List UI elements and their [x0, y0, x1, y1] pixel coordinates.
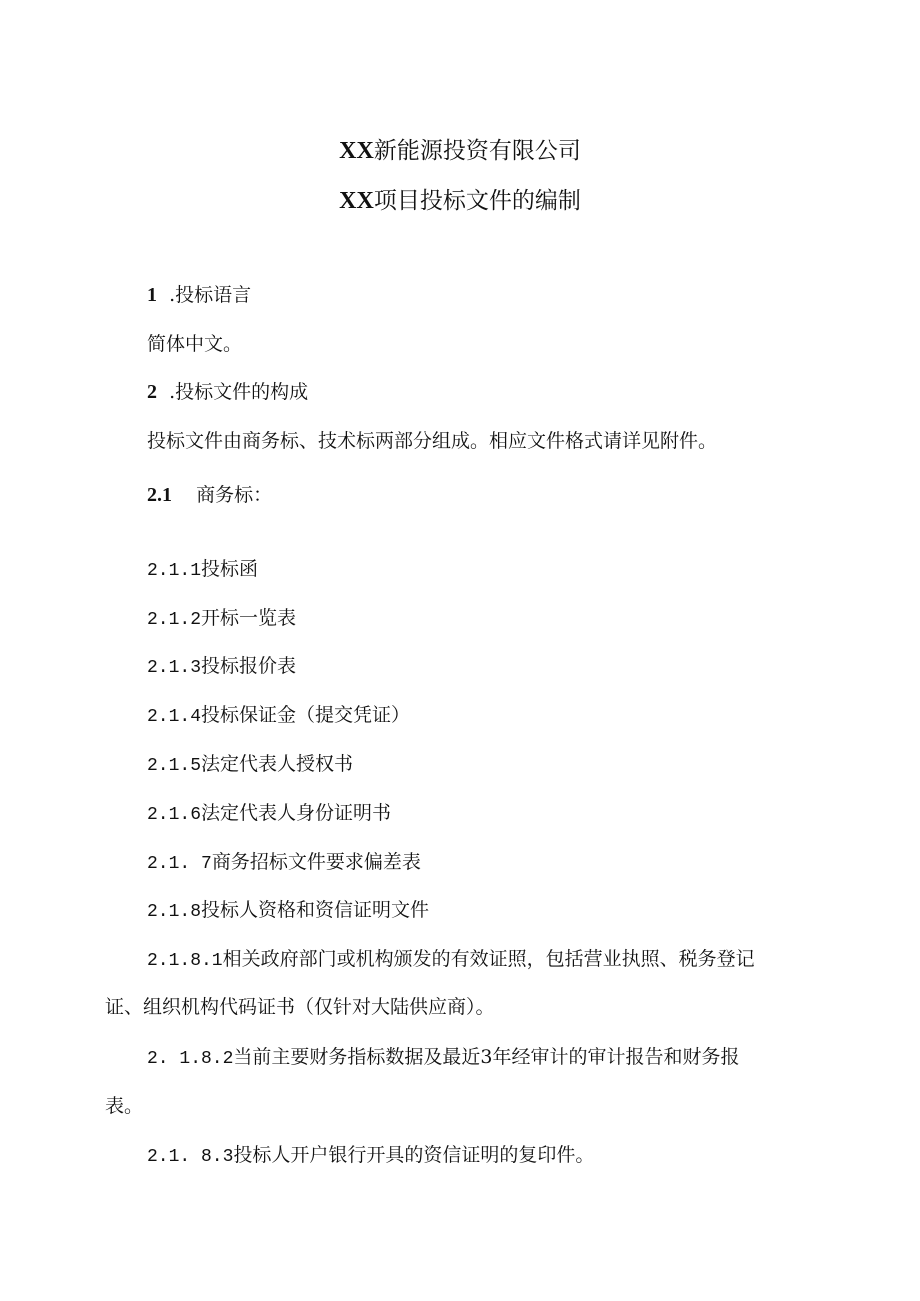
section-2-1-title: 商务标：: [196, 484, 273, 506]
list-item: [147, 799, 391, 829]
item-number: 2.1.5: [147, 756, 202, 776]
item-text: 商务招标文件要求偏差表: [211, 851, 421, 873]
project-prefix: XX: [339, 188, 374, 214]
item-number: 2.1.2: [147, 610, 202, 630]
item-number: 2.1.8.1: [147, 951, 223, 971]
list-item: [147, 604, 296, 634]
section-2-1-number: 2.1: [147, 484, 172, 506]
item-number: 2.1.1: [147, 561, 202, 581]
list-item: [147, 750, 353, 780]
company-title: [0, 136, 920, 166]
item-text: 投标函: [201, 558, 259, 580]
item-number: 2.1. 8.3: [147, 1147, 234, 1167]
item-number: 2.1.8: [147, 902, 202, 922]
item-2182-line1: [147, 1043, 740, 1073]
item-number: 2.1.6: [147, 805, 202, 825]
item-2181-line2: 证、组织机构代码证书（仅针对大陆供应商）。: [105, 996, 495, 1018]
section-1-title: .投标语言: [169, 284, 252, 306]
project-title: [0, 186, 920, 216]
project-title-text: 项目投标文件的编制: [373, 188, 581, 214]
list-item: [147, 896, 429, 926]
section-1-number: 1: [147, 284, 157, 306]
item-text: 当前主要财务指标数据及最近3年经审计的审计报告和财务报: [233, 1046, 740, 1068]
item-text: 投标报价表: [201, 655, 297, 677]
list-item: [147, 701, 410, 731]
section-2-title: .投标文件的构成: [169, 381, 309, 403]
item-2181-line1: [147, 945, 755, 975]
section-1-heading: [147, 281, 251, 309]
section-2-heading: [147, 378, 308, 406]
item-number: 2.1.4: [147, 707, 202, 727]
item-2182-line2: 表。: [105, 1095, 144, 1117]
item-text: 法定代表人身份证明书: [201, 802, 392, 824]
item-text: 法定代表人授权书: [201, 753, 354, 775]
section-2-number: 2: [147, 381, 157, 403]
item-text: 开标一览表: [201, 607, 297, 629]
item-number: 2. 1.8.2: [147, 1049, 234, 1069]
item-text: 相关政府部门或机构颁发的有效证照，包括营业执照、税务登记: [222, 948, 755, 970]
company-name: 新能源投资有限公司: [373, 138, 581, 164]
item-number: 2.1. 7: [147, 854, 212, 874]
item-2183-line1: [147, 1141, 594, 1171]
item-text: 投标人开户银行开具的资信证明的复印件。: [233, 1144, 595, 1166]
list-item: [147, 848, 421, 878]
item-number: 2.1.3: [147, 658, 202, 678]
item-text: 投标保证金（提交凭证）: [201, 704, 411, 726]
list-item: [147, 555, 258, 585]
section-1-body: 简体中文。: [147, 333, 243, 355]
item-text: 投标人资格和资信证明文件: [201, 899, 430, 921]
list-item: [147, 652, 296, 682]
section-2-body: 投标文件由商务标、技术标两部分组成。相应文件格式请详见附件。: [147, 430, 718, 452]
company-prefix: XX: [339, 138, 374, 164]
section-2-1-heading: [147, 481, 272, 509]
